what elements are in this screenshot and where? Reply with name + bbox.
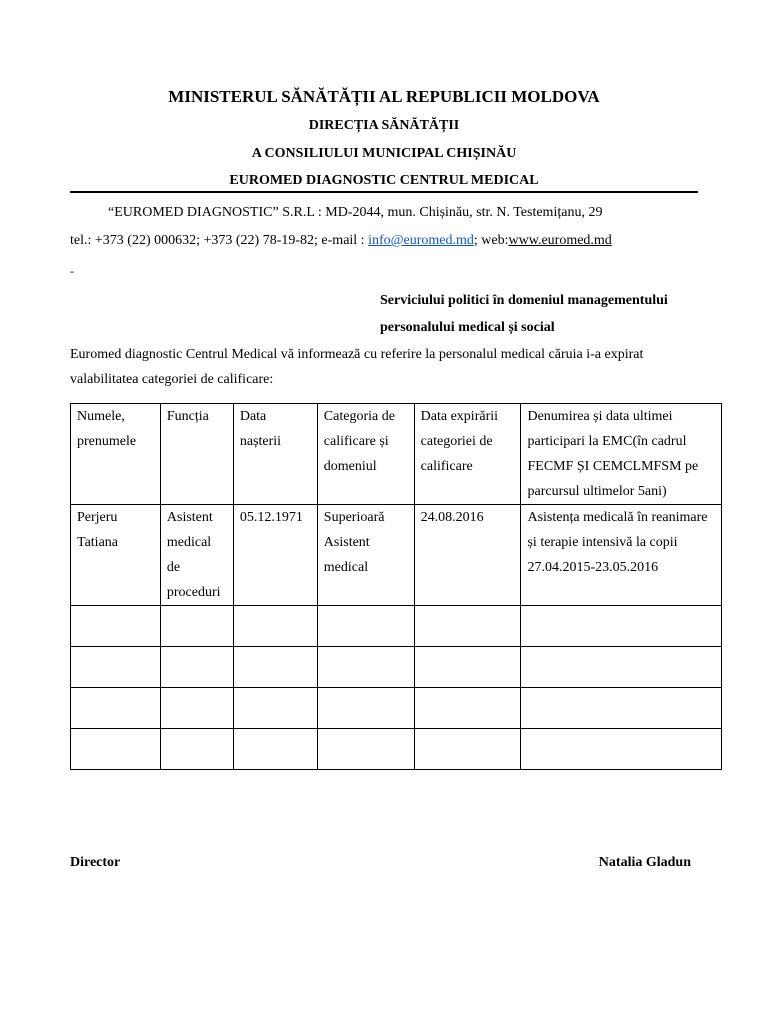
empty-table-row bbox=[71, 647, 722, 688]
table-header-cell: Categoria de calificare și domeniul bbox=[317, 404, 414, 505]
empty-cell bbox=[521, 688, 722, 729]
center-title: EUROMED DIAGNOSTIC CENTRUL MEDICAL bbox=[229, 173, 539, 188]
table-cell: Asistent medical de proceduri bbox=[160, 505, 233, 606]
table-cell: 05.12.1971 bbox=[233, 505, 317, 606]
table-header-cell: Numele, prenumele bbox=[71, 404, 161, 505]
recipient-line-1: Serviciului politici în domeniul managementului bbox=[380, 293, 668, 308]
empty-cell bbox=[71, 729, 161, 770]
empty-cell bbox=[317, 606, 414, 647]
empty-cell bbox=[521, 606, 722, 647]
direction-title: DIRECȚIA SĂNĂTĂȚII bbox=[308, 118, 460, 133]
table-cell: Asistența medicală în reanimare și terapie intensivă la copii 27.04.2015-23.05.2016 bbox=[521, 505, 722, 606]
intro-paragraph: Euromed diagnostic Centrul Medical vă informează cu referire la personalul medical căruia i-a expirat valabilitatea categoriei de calificare: bbox=[70, 347, 644, 387]
table-header-cell: Data nașterii bbox=[233, 404, 317, 505]
empty-cell bbox=[233, 729, 317, 770]
empty-cell bbox=[71, 647, 161, 688]
table-row bbox=[71, 505, 722, 606]
table-cell: Perjeru Tatiana bbox=[71, 505, 161, 606]
empty-table-row bbox=[71, 606, 722, 647]
empty-cell bbox=[414, 606, 521, 647]
table-header-cell: Denumirea și data ultimei participari la EMC(în cadrul FECMF ȘI CEMCLMFSM pe parcursul ultimelor 5ani) bbox=[521, 404, 722, 505]
web-link[interactable]: www.euromed.md bbox=[508, 233, 612, 248]
empty-cell bbox=[160, 647, 233, 688]
ministry-title: MINISTERUL SĂNĂTĂȚII AL REPUBLICII MOLDOVA bbox=[168, 87, 600, 106]
company-address: “EUROMED DIAGNOSTIC” S.R.L : MD-2044, mun. Chișinău, str. N. Testemițanu, 29 bbox=[108, 205, 603, 220]
empty-cell bbox=[233, 647, 317, 688]
empty-cell bbox=[521, 729, 722, 770]
empty-cell bbox=[414, 729, 521, 770]
table-header-cell: Funcția bbox=[160, 404, 233, 505]
signatory-name: Natalia Gladun bbox=[598, 855, 691, 870]
empty-cell bbox=[317, 688, 414, 729]
empty-cell bbox=[317, 729, 414, 770]
empty-table-row bbox=[71, 688, 722, 729]
empty-cell bbox=[71, 606, 161, 647]
web-prefix: ; web: bbox=[473, 233, 509, 248]
empty-cell bbox=[414, 688, 521, 729]
empty-cell bbox=[71, 688, 161, 729]
signatory-role: Director bbox=[70, 855, 121, 870]
council-title: A CONSILIULUI MUNICIPAL CHIȘINĂU bbox=[251, 146, 517, 161]
recipient-line-2: personalului medical și social bbox=[380, 320, 555, 335]
empty-cell bbox=[233, 688, 317, 729]
header-rule bbox=[70, 191, 698, 193]
contact-line bbox=[70, 233, 612, 249]
recipient-block bbox=[380, 287, 710, 341]
empty-table-row bbox=[71, 729, 722, 770]
staff-table bbox=[70, 403, 722, 770]
dash-mark: - bbox=[70, 264, 74, 278]
phones-text: tel.: +373 (22) 000632; +373 (22) 78-19-82; e-mail : bbox=[70, 233, 369, 248]
table-cell: Superioară Asistent medical bbox=[317, 505, 414, 606]
empty-cell bbox=[160, 729, 233, 770]
table-header-row bbox=[71, 404, 722, 505]
table-header-cell: Data expirării categoriei de calificare bbox=[414, 404, 521, 505]
empty-cell bbox=[160, 606, 233, 647]
table-cell: 24.08.2016 bbox=[414, 505, 521, 606]
email-link[interactable]: info@euromed.md bbox=[368, 233, 474, 248]
empty-cell bbox=[233, 606, 317, 647]
empty-cell bbox=[160, 688, 233, 729]
empty-cell bbox=[414, 647, 521, 688]
empty-cell bbox=[317, 647, 414, 688]
empty-cell bbox=[521, 647, 722, 688]
